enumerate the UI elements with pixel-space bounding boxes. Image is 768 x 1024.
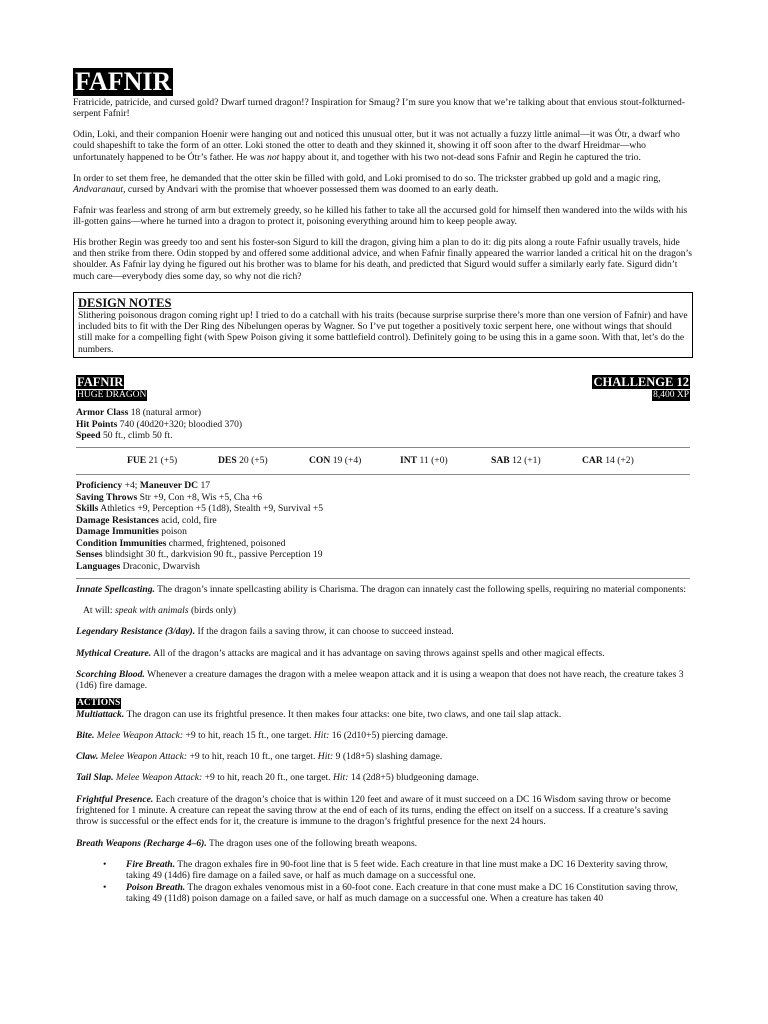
ability-score: CAR 14 (+2) [582,455,634,467]
lore-paragraph-3: Fafnir was fearless and strong of arm but extremely greedy, so he killed his father to take all the accursed gold for himself then wandered into the wilds with his ill-gotten gains—where he turned into a dragon to protect it, poisoning everything around him to keep people away. [73,204,688,227]
lore-text: Odin, Loki, and their companion Hoenir were hanging out and noticed this unusual otter, but it was not actually a fuzzy little animal—it was Ótr, a dwarf who could shapeshift to take the form of an otter. Loki stoned the otter to death and they skinned it, showing it off soon after to the dwarf Hreidmar—who unfortunately happened to be Ótr’s father. He was [73,129,680,163]
divider [76,578,690,579]
senses-row: Senses blindsight 30 ft., darkvision 90 ft., passive Perception 19 [76,549,323,561]
lore-paragraph-4: His brother Regin was greedy too and sent his foster-son Sigurd to kill the dragon, giving him a plan to do it: dig pits along a route Fafnir usually travels, hide and then strike from there. Odin stopped by and offered some additional advice, and when Fafnir finally appeared the warrior landed a critical hit on the dragon’s shoulder. As Fafnir lay dying he figured out his brother was to blame for his death, and predicted that Sigurd would suffer a similarly early fate. Sigurd didn’t much care—everybody dies some day, so why not die rich? [73,236,692,282]
ability-score: DES 20 (+5) [218,455,268,467]
list-item: • Poison Breath. The dragon exhales venomous mist in a 60-foot cone. Each creature in that cone must make a DC 16 Constitution saving throw, taking 49 (11d8) poison damage on a failed save, or half as much damage on a successful one. When a creature has taken 40 [103,881,678,904]
document-page [73,68,693,904]
divider [76,447,690,448]
lore-text: , cursed by Andvari with the promise that whoever possessed them was doomed to an early death. [123,183,499,195]
proficiency-row: Proficiency +4; Maneuver DC 17 [76,479,211,491]
trait-legendary-resistance: Legendary Resistance (3/day). If the dragon fails a saving throw, it can choose to succeed instead. [76,626,454,638]
experience-points: 8,400 XP [653,390,689,401]
ability-scores [76,453,690,469]
ability-score: FUE 21 (+5) [127,455,178,467]
actions-heading: ACTIONS [77,697,121,708]
monster-properties [76,480,690,573]
design-notes-text: Slithering poisonous dragon coming right up! I tried to do a catchall with his traits (because surprise surprise there’s more than one version of Fafnir) and have included bits to fit with the Der Ring des Nibelungen operas by Wagner. So I’ve put together a positively toxic serpent here, one without wings that should still make for a compelling fight (with Spew Poison giving it some battlefield control). Definitely going to be using this in a game soon. With that, let’s do the numbers. [78,309,688,355]
traits-section [76,584,690,905]
monster-type: HUGE DRAGON [77,390,147,401]
stat-block [73,375,693,904]
lore-emphasis: Andvaranaut [73,183,124,195]
lore-text: happy about it, and together with his two not-dead sons Fafnir and Regin he captured the trio. [279,151,641,163]
lore-emphasis: not [267,151,280,163]
design-notes-heading: DESIGN NOTES [78,295,172,310]
lore-text: In order to set them free, he demanded that the otter skin be filled with gold, and Loki promised to do so. The trickster grabbed up gold and a magic ring, [73,172,661,184]
stat-block-header [76,375,690,401]
action-bite: Bite. Melee Weapon Attack: +9 to hit, reach 15 ft., one target. Hit: 16 (2d10+5) piercing damage. [76,729,448,741]
hit-points-row: Hit Points 740 (40d20+320; bloodied 370) [76,418,243,430]
trait-mythical-creature: Mythical Creature. All of the dragon’s attacks are magical and it has advantage on saving throws against spells and other magical effects. [76,647,605,659]
condition-immunities-row: Condition Immunities charmed, frightened, poisoned [76,537,286,549]
ability-score: INT 11 (+0) [400,455,448,467]
intro-paragraph: Fratricide, patricide, and cursed gold? Dwarf turned dragon!? Inspiration for Smaug? I’m sure you know that we’re talking about that envious stout-folkturned- serpent Fafnir! [73,97,685,120]
damage-immunities-row: Damage Immunities poison [76,526,187,538]
ability-score: SAB 12 (+1) [491,455,541,467]
armor-class-row: Armor Class 18 (natural armor) [76,407,202,419]
lore-paragraph-2 [73,173,693,196]
action-multiattack: Multiattack. The dragon can use its frightful presence. It then makes four attacks: one bite, two claws, and one tail slap attack. [76,708,562,720]
action-tail-slap: Tail Slap. Melee Weapon Attack: +9 to hit, reach 20 ft., one target. Hit: 14 (2d8+5) bludgeoning damage. [76,772,479,784]
skills-row: Skills Athletics +9, Perception +5 (1d8), Stealth +9, Survival +5 [76,503,324,515]
bullet-icon: • [103,859,107,871]
bullet-icon: • [103,881,107,893]
challenge-rating: CHALLENGE 12 [593,374,689,389]
design-notes-box [73,292,693,358]
core-attributes [76,407,690,442]
spell-at-will: At will: speak with animals (birds only) [83,604,237,616]
action-frightful-presence: Frightful Presence. Each creature of the dragon’s choice that is within 120 feet and aware of it must succeed on a DC 16 Wisdom saving throw or become frightened for 1 minute. A creature can repeat the saving throw at the end of each of its turns, ending the effect on itself on a success. If a creature’s saving throw is successful or the effect ends for it, the creature is immune to the dragon’s frightful presence for the next 24 hours. [76,793,671,828]
list-item: • Fire Breath. The dragon exhales fire in 90-foot line that is 5 feet wide. Each creature in that line must make a DC 16 Dexterity saving throw, taking 49 (14d6) fire damage on a failed save, or half as much damage on a successful one. [103,859,668,882]
action-breath-weapons: Breath Weapons (Recharge 4–6). The dragon uses one of the following breath weapons. [76,837,418,849]
trait-scorching-blood: Scorching Blood. Whenever a creature damages the dragon with a melee weapon attack and it is using a weapon that does not have reach, the creature takes 3 (1d6) fire damage. [76,668,684,692]
saving-throws-row: Saving Throws Str +9, Con +8, Wis +5, Cha +6 [76,491,262,503]
breath-weapons-list [76,859,690,904]
monster-name: FAFNIR [77,374,124,389]
divider [76,474,690,475]
trait-innate-spellcasting: Innate Spellcasting. The dragon’s innate spellcasting ability is Charisma. The dragon can innately cast the following spells, requiring no material components: [76,583,687,595]
speed-row: Speed 50 ft., climb 50 ft. [76,430,173,442]
damage-resistances-row: Damage Resistances acid, cold, fire [76,514,217,526]
action-claw: Claw. Melee Weapon Attack: +9 to hit, reach 10 ft., one target. Hit: 9 (1d8+5) slashing damage. [76,751,443,763]
lore-paragraph-1 [73,129,693,163]
ability-score: CON 19 (+4) [309,455,362,467]
languages-row: Languages Draconic, Dwarvish [76,561,200,573]
page-title: FAFNIR [75,67,172,96]
